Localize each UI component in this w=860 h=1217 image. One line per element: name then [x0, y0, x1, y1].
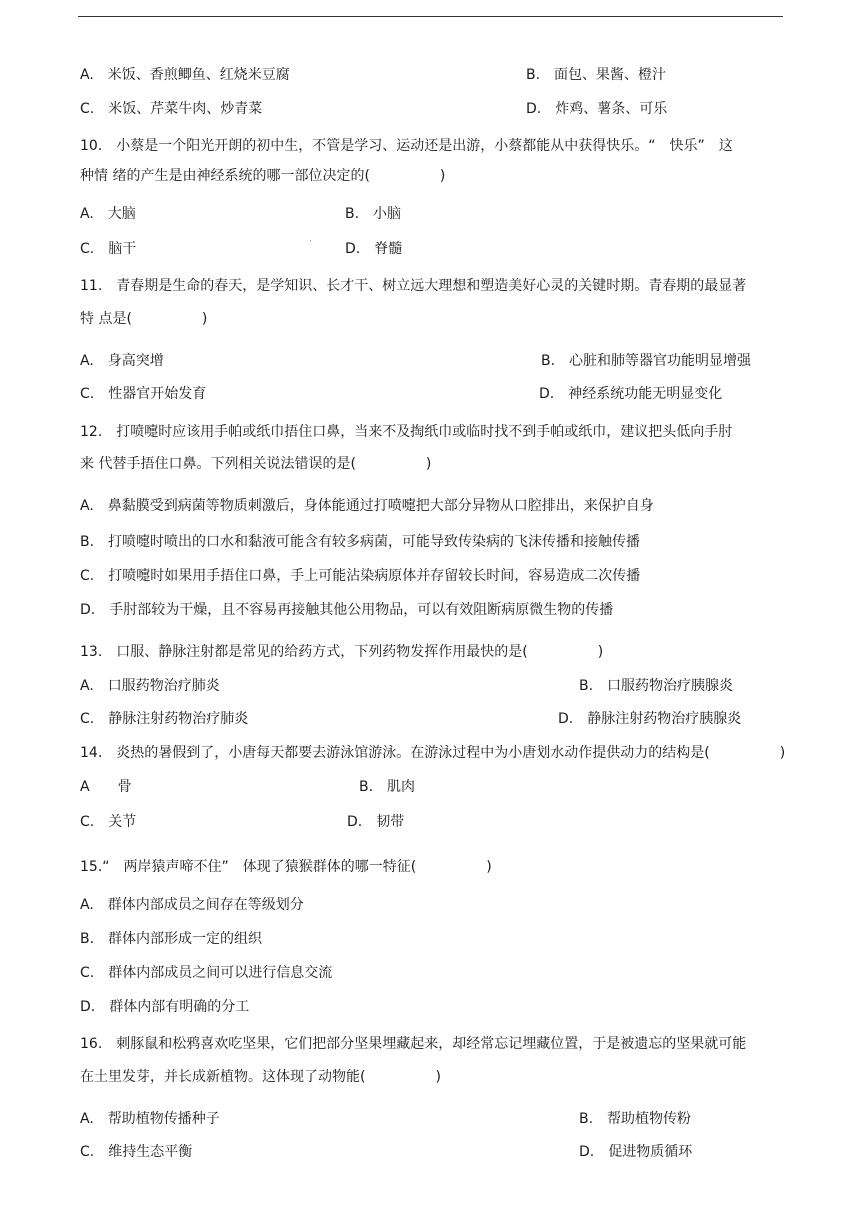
q14-option-a: A 骨: [80, 779, 132, 795]
q15-stem-line1: 15.“ 两岸猿声啼不住” 体现了猿猴群体的哪一特征( ): [80, 859, 492, 875]
q15-option-a: A. 群体内部成员之间存在等级划分: [80, 897, 304, 913]
q11-option-a: A. 身高突增: [80, 353, 164, 369]
prev-option-b: B. 面包、果酱、橙汁: [526, 67, 667, 83]
speck: [310, 240, 311, 241]
q12-option-d: D. 手肘部较为干燥，且不容易再接触其他公用物品，可以有效阻断病原微生物的传播: [80, 602, 614, 618]
prev-option-a: A. 米饭、香煎鲫鱼、红烧米豆腐: [80, 67, 290, 83]
q15-option-d: D. 群体内部有明确的分工: [80, 999, 250, 1015]
q14-option-b: B. 肌肉: [359, 779, 416, 795]
q15-option-c: C. 群体内部成员之间可以进行信息交流: [80, 965, 333, 981]
q11-stem-line1: 11. 青春期是生命的春天，是学知识、长才干、树立远大理想和塑造美好心灵的关键时期。青春期的最显著: [80, 278, 747, 294]
q14-option-c: C. 关节: [80, 814, 137, 830]
q11-stem-line2: 特 点是( ): [80, 311, 208, 327]
q11-option-b: B. 心脏和肺等器官功能明显增强: [541, 353, 752, 369]
q16-option-c: C. 维持生态平衡: [80, 1144, 193, 1160]
q10-option-a: A. 大脑: [80, 206, 136, 222]
top-rule: [78, 16, 783, 17]
q12-option-a: A. 鼻黏膜受到病菌等物质刺激后，身体能通过打喷嚏把大部分异物从口腔排出，来保护自身: [80, 498, 654, 514]
q10-option-d: D. 脊髓: [345, 241, 403, 257]
q15-option-b: B. 群体内部形成一定的组织: [80, 931, 263, 947]
q11-option-c: C. 性器官开始发育: [80, 386, 207, 402]
q13-option-b: B. 口服药物治疗胰腺炎: [579, 678, 734, 694]
q13-stem-line1: 13. 口服、静脉注射都是常见的给药方式，下列药物发挥作用最快的是( ): [80, 644, 604, 660]
q10-stem-line1: 10. 小蔡是一个阳光开朗的初中生，不管是学习、运动还是出游，小蔡都能从中获得快乐。“ 快乐” 这: [80, 138, 733, 154]
q13-option-c: C. 静脉注射药物治疗肺炎: [80, 711, 249, 727]
q12-option-c: C. 打喷嚏时如果用手捂住口鼻，手上可能沾染病原体并存留较长时间，容易造成二次传播: [80, 568, 641, 584]
q12-stem-line2: 来 代替手捂住口鼻。下列相关说法错误的是( ): [80, 456, 432, 472]
q13-option-d: D. 静脉注射药物治疗胰腺炎: [558, 711, 742, 727]
prev-option-c: C. 米饭、芹菜牛肉、炒青菜: [80, 101, 263, 117]
q16-option-a: A. 帮助植物传播种子: [80, 1111, 220, 1127]
q14-stem-line1: 14. 炎热的暑假到了，小唐每天都要去游泳馆游泳。在游泳过程中为小唐划水动作提供动力的结构是( ): [80, 745, 786, 761]
q16-option-d: D. 促进物质循环: [579, 1144, 693, 1160]
q16-option-b: B. 帮助植物传粉: [579, 1111, 692, 1127]
q12-option-b: B. 打喷嚏时喷出的口水和黏液可能含有较多病菌，可能导致传染病的飞沫传播和接触传播: [80, 534, 641, 550]
q16-stem-line2: 在土里发芽，并长成新植物。这体现了动物能( ): [80, 1069, 441, 1085]
q14-option-d: D. 韧带: [347, 814, 405, 830]
q10-option-c: C. 脑干: [80, 241, 137, 257]
q13-option-a: A. 口服药物治疗肺炎: [80, 678, 220, 694]
q10-stem-line2: 种情 绪的产生是由神经系统的哪一部位决定的( ): [80, 168, 446, 184]
q10-option-b: B. 小脑: [345, 206, 402, 222]
prev-option-d: D. 炸鸡、薯条、可乐: [526, 101, 668, 117]
q11-option-d: D. 神经系统功能无明显变化: [539, 386, 723, 402]
q16-stem-line1: 16. 刺豚鼠和松鸦喜欢吃坚果，它们把部分坚果埋藏起来，却经常忘记埋藏位置，于是被遗忘的坚果就可能: [80, 1036, 747, 1052]
q12-stem-line1: 12. 打喷嚏时应该用手帕或纸巾捂住口鼻，当来不及掏纸巾或临时找不到手帕或纸巾，建议把头低向手肘: [80, 424, 733, 440]
